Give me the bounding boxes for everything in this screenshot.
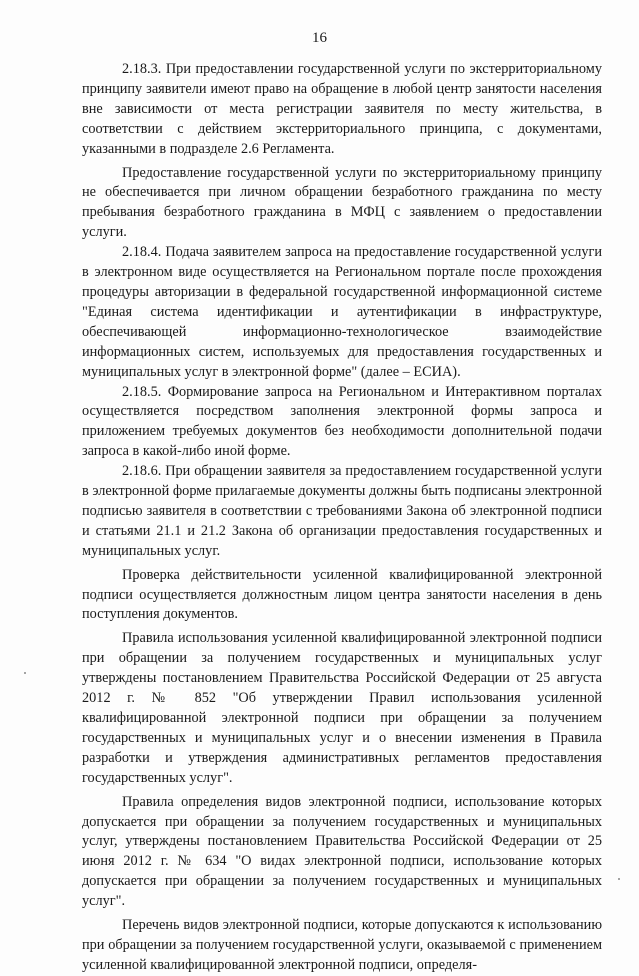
paragraph-2-18-6: 2.18.6. При обращении заявителя за предоставлением государственной услуги в электронной форме прилагаемые документы должны быть подписаны электронной подписью заявителя в соответствии с требованиями Закона об электронной подписи и статьями 21.1 и 21.2 Закона об организации предоставления государственных и муниципальных услуг. — [82, 463, 602, 559]
paragraph-extraterritorial-note: Предоставление государственной услуги по экстерриториальному принципу не обеспечивается при личном обращении безработного гражданина по месту пребывания безработного гражданина в МФЦ с заявлением о предоставлении услуги. — [82, 164, 602, 241]
paragraph-2-18-3: 2.18.3. При предоставлении государственной услуги по экстерриториальному принципу заявители имеют право на обращение в любой центр занятости населения вне зависимости от места регистрации заявителя по месту жительства, в соответствии с действием экстерриториального принципа, с документами, указанными в подразделе 2.6 Регламента. — [82, 61, 602, 157]
scan-speck — [618, 878, 620, 880]
page-number: 16 — [312, 30, 327, 46]
paragraph-signature-types-rules: Правила определения видов электронной подписи, использование которых допускается при обращении за получением государственных и муниципальных услуг, утверждены постановлением Правительства Российской Федерации от 25 июня 2012 г. № 634 "О видах электронной подписи, использование которых допускается при обращении за получением государственных и муниципальных услуг". — [82, 793, 602, 910]
paragraph-2-18-5: 2.18.5. Формирование запроса на Региональном и Интерактивном порталах осуществляется посредством заполнения электронной формы запроса и приложением требуемых документов без необходимости дополнительной подачи запроса в какой-либо иной форме. — [82, 383, 602, 460]
paragraph-2-18-4: 2.18.4. Подача заявителем запроса на предоставление государственной услуги в электронном виде осуществляется на Региональном портале после прохождения процедуры авторизации в федеральной государственной информационной системе "Единая система идентификации и аутентификации в инфраструктуре, обеспечивающей информационно-технологическое взаимодействие информационных систем, используемых для предоставления государственных и муниципальных услуг в электронной форме" (далее – ЕСИА). — [82, 244, 602, 380]
document-body — [82, 60, 602, 976]
scan-speck — [24, 672, 26, 674]
paragraph-signature-rules: Правила использования усиленной квалифицированной электронной подписи при обращении за получением государственных и муниципальных услуг утверждены постановлением Правительства Российской Федерации от 25 августа 2012 г. № 852 "Об утверждении Правил использования усиленной квалифицированной электронной подписи при обращении за получением государственных и муниципальных услуг и о внесении изменения в Правила разработки и утверждения административных регламентов предоставления государственных услуг". — [82, 630, 602, 786]
paragraph-signature-types-list: Перечень видов электронной подписи, которые допускаются к использованию при обращении за получением государственной услуги, оказываемой с применением усиленной квалифицированной электронной подписи, определя- — [82, 917, 602, 973]
paragraph-signature-check: Проверка действительности усиленной квалифицированной электронной подписи осуществляется должностным лицом центра занятости населения в день поступления документов. — [82, 566, 602, 623]
